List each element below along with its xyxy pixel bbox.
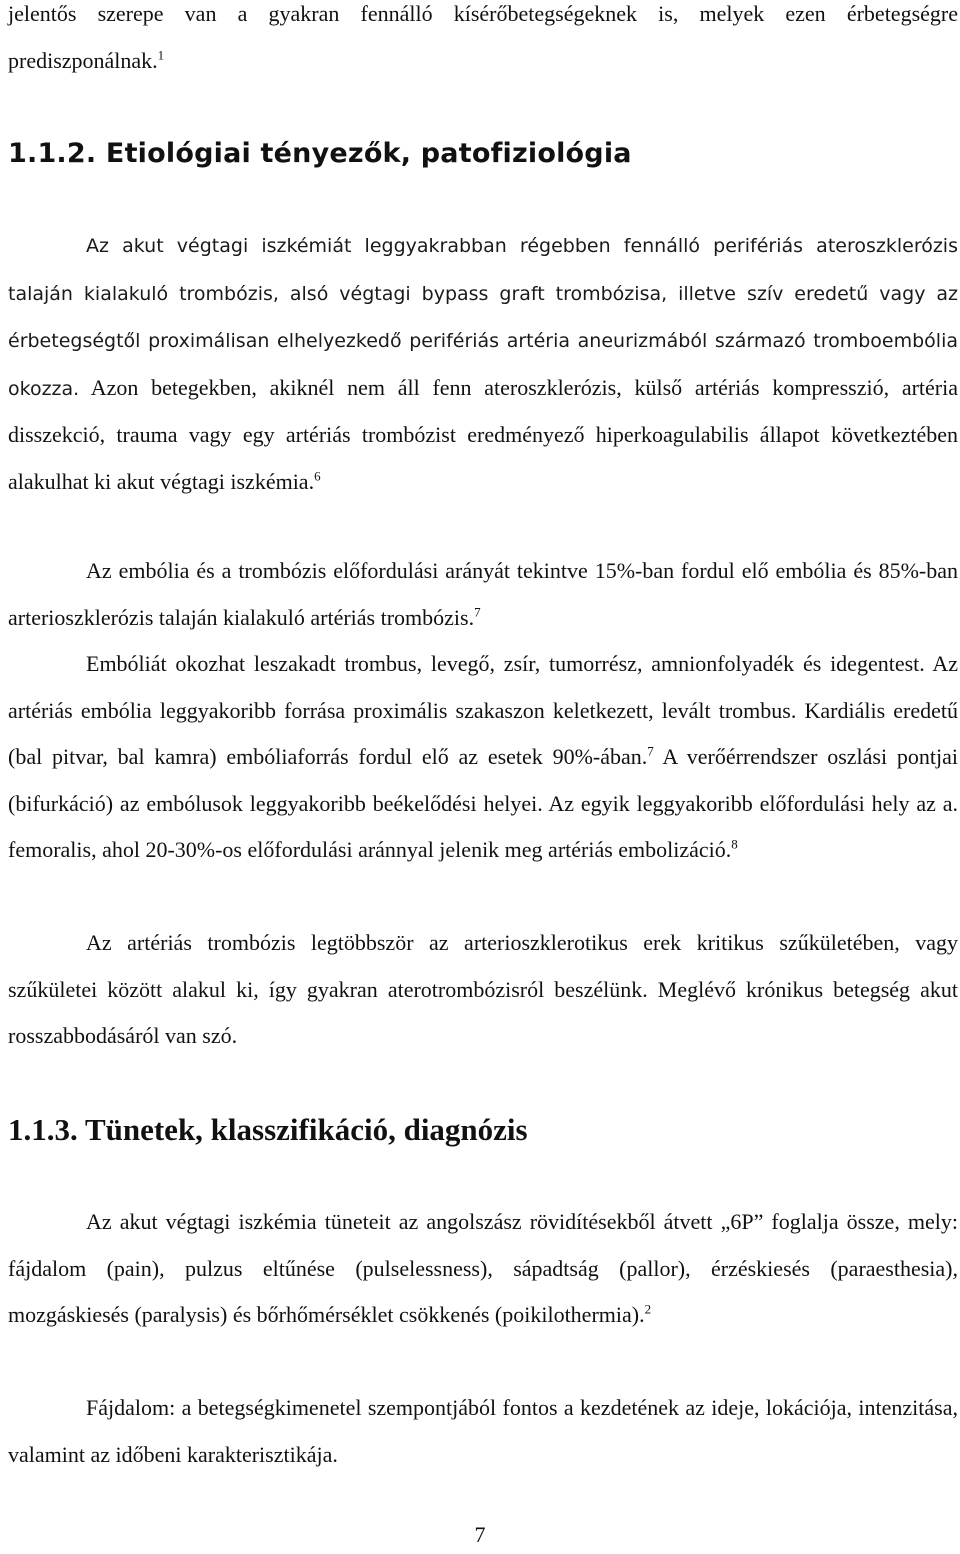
embolia-ratio-text: Az embólia és a trombózis előfordulási arányát tekintve 15%-ban fordul elő embólia és 85%-ban arterioszklerózis talaján kialakuló artériás trombózis.	[8, 558, 958, 630]
symptoms-paragraph	[8, 1199, 958, 1339]
embolia-ratio-paragraph	[8, 548, 958, 641]
etiology-sans-text: Az akut végtagi iszkémiát leggyakrabban régebben fennálló perifériás ateroszklerózis talaján kialakuló trombózis, alsó végtagi bypass graft trombózisa, illetve szív eredetű vagy az érbetegségtől proximálisan elhelyezkedő perifériás artéria aneurizmából származó tromboembólia okozza.	[8, 235, 958, 400]
embolia-sites-text: A verőérrendszer oszlási pontjai (bifurkáció) az embólusok leggyakoribb beékelődési helyei. Az egyik leggyakoribb előfordulási hely az a. femoralis, ahol 20-30%-os előfordulási aránnyal jelenik meg artériás embolizáció.	[8, 744, 958, 862]
etiology-serif-text: Azon betegekben, akiknél nem áll fenn ateroszklerózis, külső artériás kompresszió, artéria disszekció, trauma vagy egy artériás trombózist eredményező hiperkoagulabilis állapot következtében alakulhat ki akut végtagi iszkémia.	[8, 374, 958, 494]
intro-text: jelentős szerepe van a gyakran fennálló kísérőbetegségeknek is, melyek ezen érbetegségre prediszponálnak.	[8, 1, 958, 73]
footnote-ref: 2	[644, 1301, 652, 1317]
etiology-paragraph	[8, 222, 958, 505]
pain-paragraph: Fájdalom: a betegségkimenetel szempontjából fontos a kezdetének az ideje, lokációja, intenzitása, valamint az időbeni karakterisztikája.	[8, 1395, 958, 1467]
thrombosis-paragraph: Az artériás trombózis legtöbbször az arterioszklerotikus erek kritikus szűkületében, vagy szűkületei között alakul ki, így gyakran aterotrombózisról beszélünk. Meglévő krónikus betegség akut rosszabbodásáról van szó.	[8, 930, 958, 1048]
section-heading-1-1-2: 1.1.2. Etiológiai tényezők, patofiziológia	[8, 138, 632, 169]
footnote-ref: 7	[647, 743, 654, 759]
embolia-sources-paragraph	[8, 641, 958, 874]
intro-paragraph	[8, 0, 958, 84]
footnote-ref: 1	[157, 47, 165, 63]
section-heading-1-1-3: 1.1.3. Tünetek, klasszifikáció, diagnózis	[8, 1112, 528, 1147]
footnote-ref: 6	[314, 468, 321, 484]
footnote-ref: 8	[731, 836, 738, 852]
footnote-ref: 7	[474, 604, 481, 620]
symptoms-text: Az akut végtagi iszkémia tüneteit az angolszász rövidítésekből átvett „6P” foglalja össze, mely: fájdalom (pain), pulzus eltűnése (pulselessness), sápadtság (pallor), érzéskiesés (paraesthesia), mozgáskiesés (paralysis) és bőrhőmérséklet csökkenés (poikilothermia).	[8, 1209, 958, 1327]
embolia-sources-text: Embóliát okozhat leszakadt trombus, levegő, zsír, tumorrész, amnionfolyadék és idegentest. Az artériás embólia leggyakoribb forrása proximális szakaszon keletkezett, levált trombus. Kardiális eredetű (bal pitvar, bal kamra) embóliaforrás fordul elő az esetek 90%-ában.	[8, 651, 958, 769]
page-number: 7	[474, 1522, 486, 1547]
